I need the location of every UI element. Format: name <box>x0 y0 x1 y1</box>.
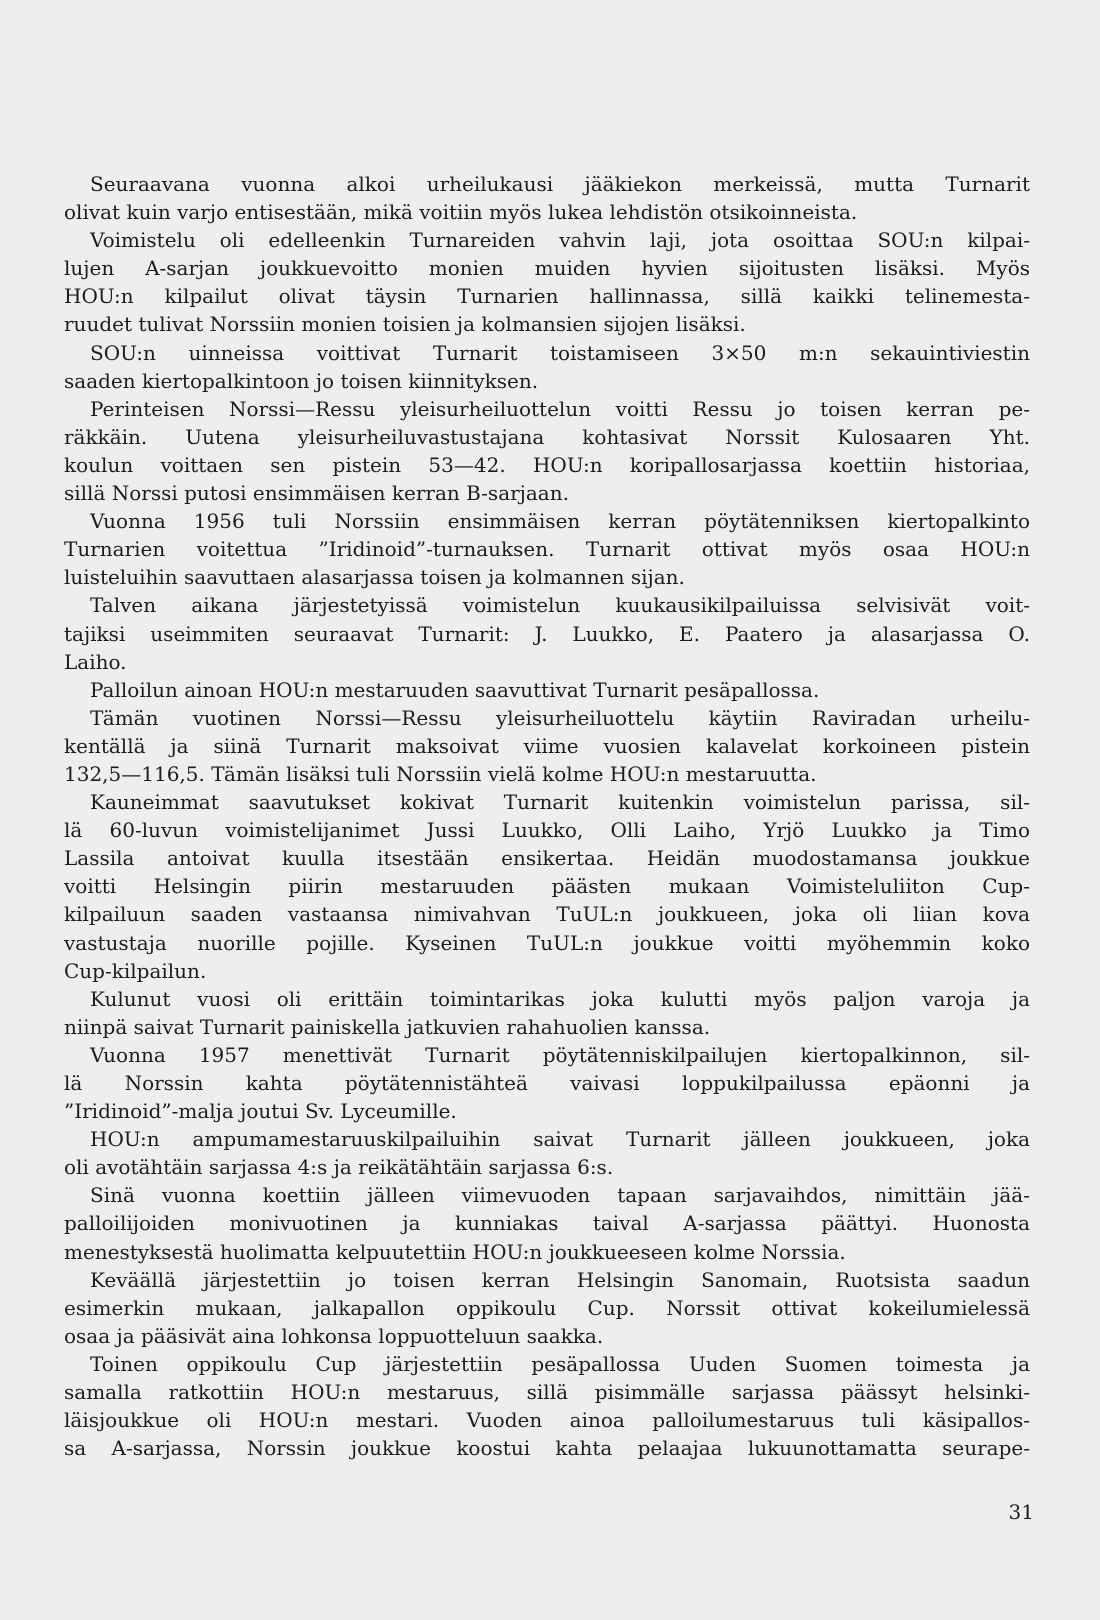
paragraph <box>64 985 1030 1041</box>
text-line: Kauneimmat saavutukset kokivat Turnarit kuitenkin voimistelun parissa, sil- <box>90 790 1030 815</box>
text-line: olivat kuin varjo entisestään, mikä voitiin myös lukea lehdistön otsikoinneista. <box>64 200 858 225</box>
text-line: Talven aikana järjestetyissä voimistelun kuukausikilpailuissa selvisivät voit- <box>90 593 1030 618</box>
page-number: 31 <box>1008 1500 1034 1524</box>
text-line: tajiksi useimmiten seuraavat Turnarit: J. Luukko, E. Paatero ja alasarjassa O. <box>64 621 1030 646</box>
text-line: palloilijoiden monivuotinen ja kunniakas taival A-sarjassa päättyi. Huonosta <box>64 1211 1030 1236</box>
text-line: Tämän vuotinen Norssi—Ressu yleisurheiluottelu käytiin Raviradan urheilu- <box>90 705 1030 730</box>
text-line: Cup-kilpailun. <box>64 958 207 983</box>
text-line: lujen A-sarjan joukkuevoitto monien muiden hyvien sijoitusten lisäksi. Myös <box>64 256 1030 281</box>
text-line: menestyksestä huolimatta kelpuutettiin HOU:n joukkueeseen kolme Norssia. <box>64 1239 846 1264</box>
text-line: Laiho. <box>64 649 127 674</box>
paragraph <box>64 507 1030 591</box>
paragraph <box>64 704 1030 788</box>
paragraph <box>64 591 1030 675</box>
text-line: lä Norssin kahta pöytätennistähteä vaivasi loppukilpailussa epäonni ja <box>64 1071 1030 1095</box>
text-line: Voimistelu oli edelleenkin Turnareiden vahvin laji, jota osoittaa SOU:n kilpai- <box>90 228 1030 253</box>
text-line: Sinä vuonna koettiin jälleen viimevuoden tapaan sarjavaihdos, nimittäin jää- <box>90 1183 1030 1208</box>
paragraph <box>64 788 1030 985</box>
paragraph <box>64 1350 1030 1462</box>
text-line: ”Iridinoid”-malja joutui Sv. Lyceumille. <box>64 1099 457 1124</box>
paragraph <box>64 170 1030 226</box>
text-line: Lassila antoivat kuulla itsestään ensikertaa. Heidän muodostamansa joukkue <box>64 846 1030 871</box>
text-line: samalla ratkottiin HOU:n mestaruus, sillä pisimmälle sarjassa päässyt helsinki- <box>64 1380 1030 1405</box>
text-line: ruudet tulivat Norssiin monien toisien ja kolmansien sijojen lisäksi. <box>64 312 746 337</box>
text-line: Perinteisen Norssi—Ressu yleisurheiluottelun voitti Ressu jo toisen kerran pe- <box>90 396 1030 421</box>
text-line: sillä Norssi putosi ensimmäisen kerran B-sarjaan. <box>64 481 569 506</box>
text-line: HOU:n kilpailut olivat täysin Turnarien hallinnassa, sillä kaikki telinemesta- <box>64 284 1030 309</box>
text-line: SOU:n uinneissa voittivat Turnarit toistamiseen 3×50 m:n sekauintiviestin <box>90 340 1030 365</box>
text-line: räkkäin. Uutena yleisurheiluvastustajana kohtasivat Norssit Kulosaaren Yht. <box>64 424 1030 449</box>
paragraph <box>64 1125 1030 1181</box>
text-line: niinpä saivat Turnarit painiskella jatkuvien rahahuolien kanssa. <box>64 1014 711 1039</box>
paragraph <box>64 339 1030 395</box>
text-line: saaden kiertopalkintoon jo toisen kiinnityksen. <box>64 368 539 393</box>
text-line: koulun voittaen sen pistein 53—42. HOU:n koripallosarjassa koettiin historiaa, <box>64 452 1030 477</box>
text-line: oli avotähtäin sarjassa 4:s ja reikätähtäin sarjassa 6:s. <box>64 1155 614 1180</box>
text-line: 132,5—116,5. Tämän lisäksi tuli Norssiin vielä kolme HOU:n mestaruutta. <box>64 761 817 786</box>
paragraph <box>64 1041 1030 1125</box>
text-line: voitti Helsingin piirin mestaruuden päästen mukaan Voimisteluliiton Cup- <box>64 874 1030 899</box>
text-line: Kulunut vuosi oli erittäin toimintarikas joka kulutti myös paljon varoja ja <box>90 986 1030 1011</box>
text-line: kentällä ja siinä Turnarit maksoivat viime vuosien kalavelat korkoineen pistein <box>64 733 1030 758</box>
text-line: luisteluihin saavuttaen alasarjassa toisen ja kolmannen sijan. <box>64 565 685 590</box>
text-line: osaa ja pääsivät aina lohkonsa loppuotteluun saakka. <box>64 1323 604 1348</box>
text-line: vastustaja nuorille pojille. Kyseinen TuUL:n joukkue voitti myöhemmin koko <box>64 930 1030 955</box>
text-line: Keväällä järjestettiin jo toisen kerran Helsingin Sanomain, Ruotsista saadun <box>90 1267 1030 1292</box>
text-line: Seuraavana vuonna alkoi urheilukausi jääkiekon merkeissä, mutta Turnarit <box>90 172 1030 196</box>
text-line: HOU:n ampumamestaruuskilpailuihin saivat Turnarit jälleen joukkueen, joka <box>90 1127 1030 1152</box>
text-line: sa A-sarjassa, Norssin joukkue koostui kahta pelaajaa lukuunottamatta seurape- <box>64 1436 1030 1461</box>
paragraph <box>64 676 1030 704</box>
text-line: Vuonna 1957 menettivät Turnarit pöytätenniskilpailujen kiertopalkinnon, sil- <box>90 1042 1030 1067</box>
paragraph <box>64 1266 1030 1350</box>
paragraph <box>64 1181 1030 1265</box>
text-line: esimerkin mukaan, jalkapallon oppikoulu Cup. Norssit ottivat kokeilumielessä <box>64 1295 1030 1320</box>
text-line: lä 60-luvun voimistelijanimet Jussi Luukko, Olli Laiho, Yrjö Luukko ja Timo <box>64 818 1030 843</box>
body-text <box>64 170 1030 1462</box>
text-line: Palloilun ainoan HOU:n mestaruuden saavuttivat Turnarit pesäpallossa. <box>90 677 820 702</box>
text-line: läisjoukkue oli HOU:n mestari. Vuoden ainoa palloilumestaruus tuli käsipallos- <box>64 1408 1030 1433</box>
paragraph <box>64 395 1030 507</box>
text-line: Vuonna 1956 tuli Norssiin ensimmäisen kerran pöytätenniksen kiertopalkinto <box>90 509 1030 534</box>
text-line: kilpailuun saaden vastaansa nimivahvan TuUL:n joukkueen, joka oli liian kova <box>64 902 1030 927</box>
text-line: Toinen oppikoulu Cup järjestettiin pesäpallossa Uuden Suomen toimesta ja <box>90 1351 1030 1376</box>
text-line: Turnarien voitettua ”Iridinoid”-turnauksen. Turnarit ottivat myös osaa HOU:n <box>64 537 1030 562</box>
paragraph <box>64 226 1030 338</box>
